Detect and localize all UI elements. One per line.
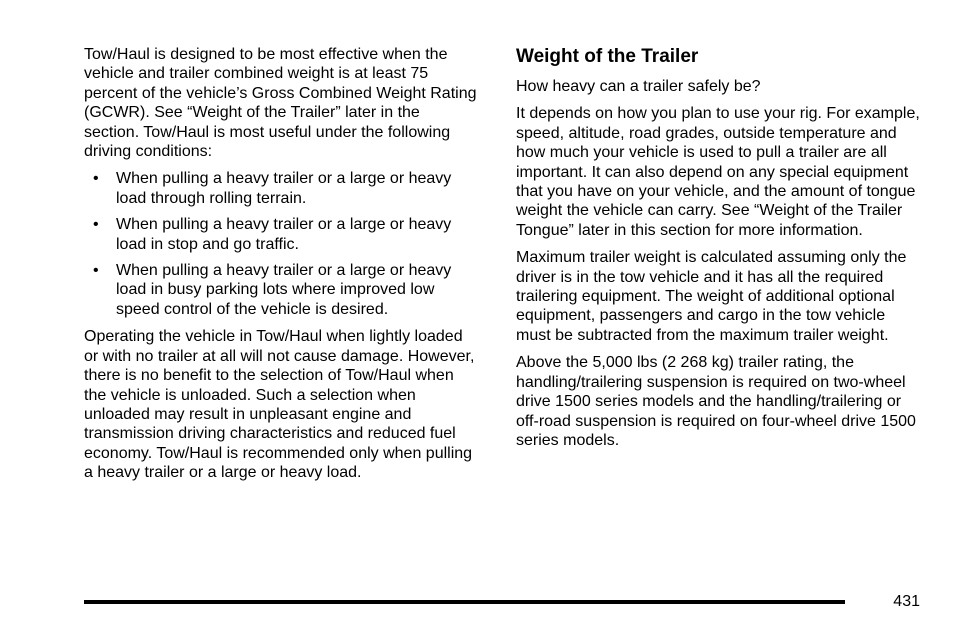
body-paragraph: How heavy can a trailer safely be? <box>516 78 761 95</box>
list-item-text: When pulling a heavy trailer or a large or heavy load through rolling terrain. <box>116 170 452 207</box>
footer-rule <box>84 600 845 604</box>
list-item <box>84 261 479 319</box>
right-column <box>516 45 921 458</box>
body-paragraph: Maximum trailer weight is calculated assuming only the driver is in the tow vehicle and it has all the required trailering equipment. The weight of additional optional equipment, passengers and cargo in the tow vehicle must be subtracted from the maximum trailer weight. <box>516 249 907 344</box>
list-item-text: When pulling a heavy trailer or a large or heavy load in stop and go traffic. <box>116 216 452 253</box>
body-paragraph: Above the 5,000 lbs (2 268 kg) trailer rating, the handling/trailering suspension is required on two-wheel drive 1500 series models and the handling/trailering or off-road suspension is required on four-wheel drive 1500 series models. <box>516 354 916 449</box>
page-number: 431 <box>893 593 920 610</box>
bullet-icon: • <box>93 170 99 188</box>
closing-paragraph: Operating the vehicle in Tow/Haul when lightly loaded or with no trailer at all will not cause damage. However, there is no benefit to the selection of Tow/Haul when the vehicle is unloaded. Such a selection when unloaded may result in unpleasant engine and transmission driving characteristics and reduced fuel economy. Tow/Haul is recommended only when pulling a heavy trailer or a large or heavy load. <box>84 328 475 482</box>
left-column <box>84 45 479 491</box>
list-item-text: When pulling a heavy trailer or a large or heavy load in busy parking lots where improved low speed control of the vehicle is desired. <box>116 262 452 318</box>
conditions-list <box>84 169 479 319</box>
body-paragraph: It depends on how you plan to use your rig. For example, speed, altitude, road grades, outside temperature and how much your vehicle is used to pull a trailer are all important. It can also depend on any special equipment that you have on your vehicle, and the amount of tongue weight the vehicle can carry. See “Weight of the Trailer Tongue” later in this section for more information. <box>516 105 920 239</box>
bullet-icon: • <box>93 262 99 280</box>
list-item <box>84 215 479 254</box>
section-heading: Weight of the Trailer <box>516 46 699 67</box>
bullet-icon: • <box>93 216 99 234</box>
list-item <box>84 169 479 208</box>
intro-paragraph: Tow/Haul is designed to be most effective when the vehicle and trailer combined weight is at least 75 percent of the vehicle’s Gross Combined Weight Rating (GCWR). See “Weight of the Trailer” later in the section. Tow/Haul is most useful under the following driving conditions: <box>84 46 477 161</box>
